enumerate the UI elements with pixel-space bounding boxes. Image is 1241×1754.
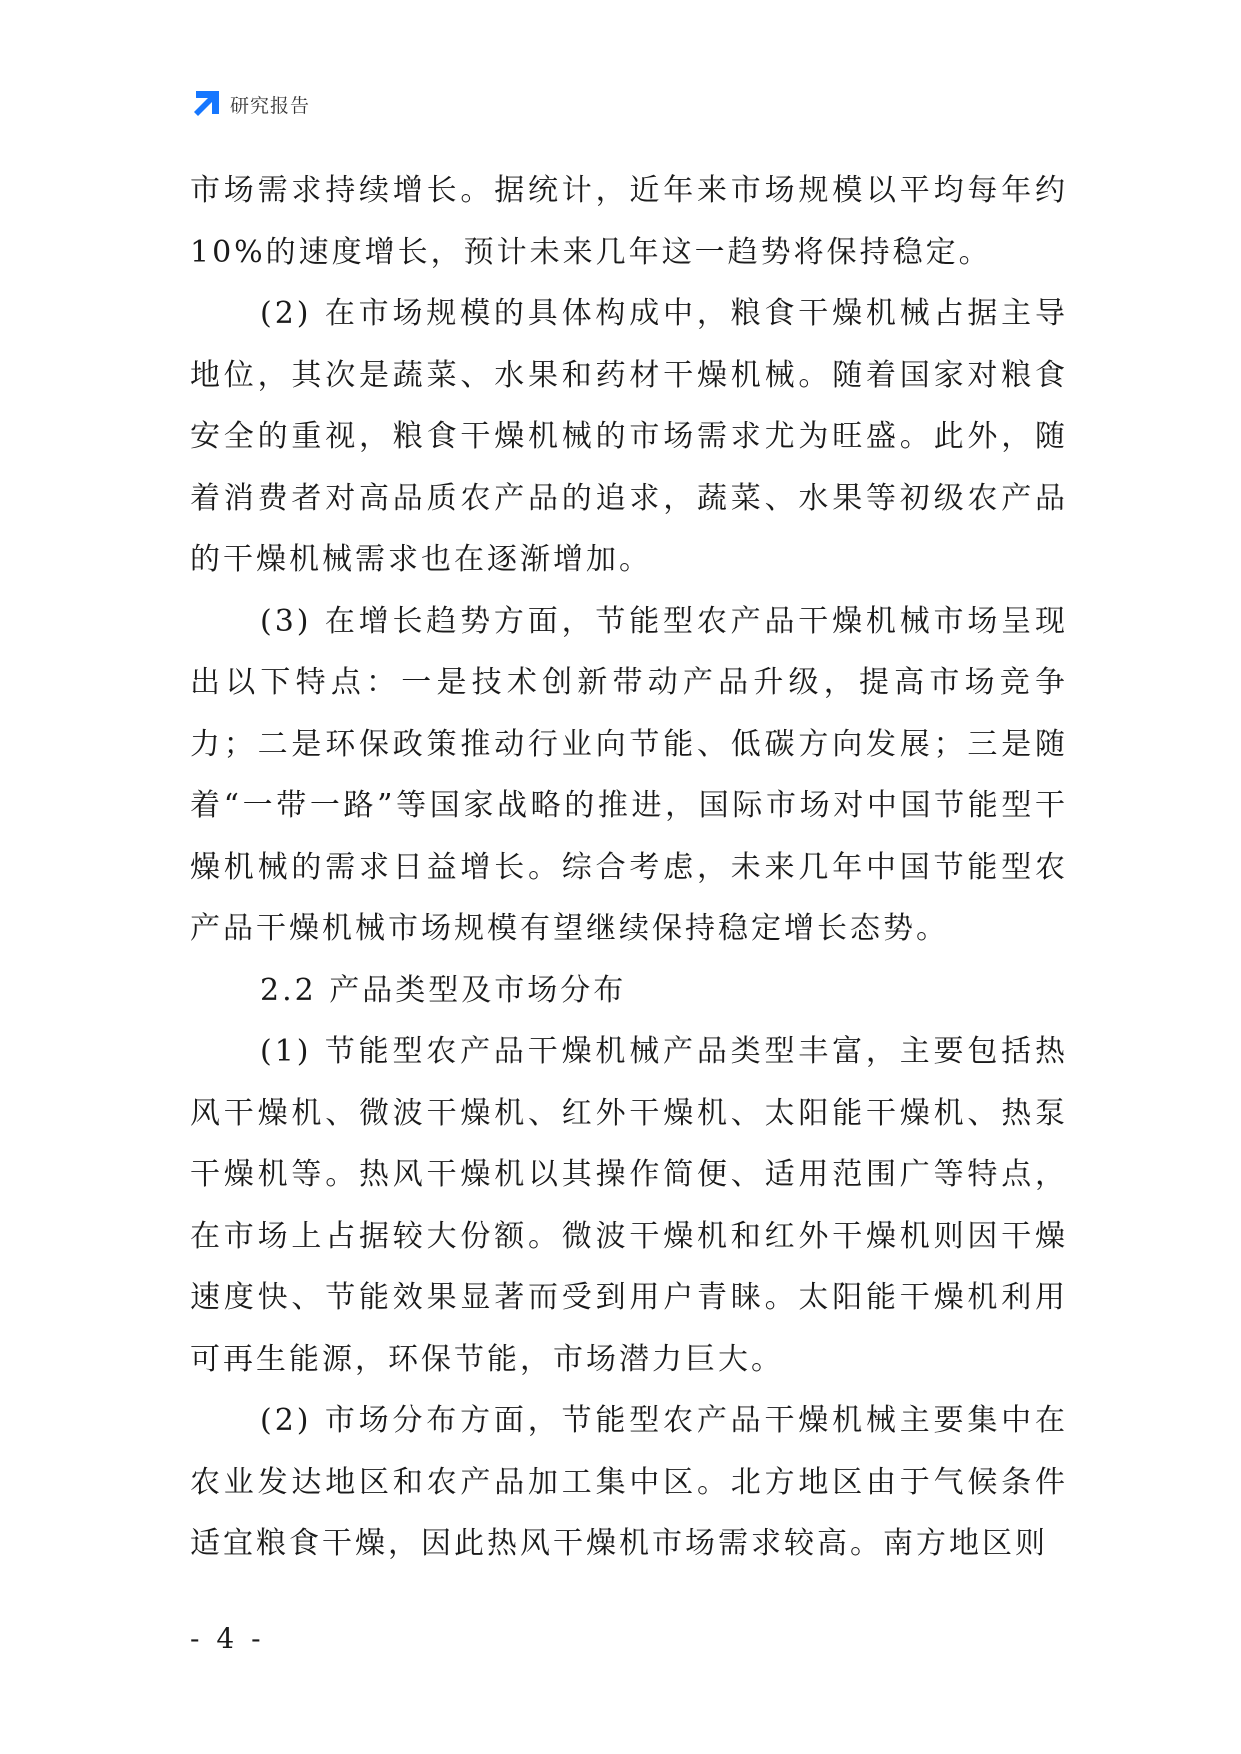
paragraph-market-distribution: (2) 市场分布方面，节能型农产品干燥机械主要集中在农业发达地区和农产品加工集中区。北方地区由于气候条件适宜粮食干燥，因此热风干燥机市场需求较高。南方地区则: [190, 1403, 1068, 1561]
report-header: [190, 88, 310, 120]
header-label: 研究报告: [230, 94, 311, 117]
paragraph-product-types: (1) 节能型农产品干燥机械产品类型丰富，主要包括热风干燥机、微波干燥机、红外干燥机、太阳能干燥机、热泵干燥机等。热风干燥机以其操作简便、适用范围广等特点，在市场上占据较大份额。微波干燥机和红外干燥机则因干燥速度快、节能效果显著而受到用户青睐。太阳能干燥机利用可再生能源，环保节能，市场潜力巨大。: [190, 1034, 1068, 1377]
paragraph-growth-trend: (3) 在增长趋势方面，节能型农产品干燥机械市场呈现出以下特点：一是技术创新带动产品升级，提高市场竞争力；二是环保政策推动行业向节能、低碳方向发展；三是随着“一带一路”等国家战略的推进，国际市场对中国节能型干燥机械的需求日益增长。综合考虑，未来几年中国节能型农产品干燥机械市场规模有望继续保持稳定增长态势。: [190, 603, 1068, 946]
section-heading: 2.2 产品类型及市场分布: [260, 972, 627, 1008]
paragraph-continuation: 市场需求持续增长。据统计，近年来市场规模以平均每年约10%的速度增长，预计未来几年这一趋势将保持稳定。: [190, 173, 1068, 270]
document-body: [190, 160, 1068, 1575]
paragraph-market-composition: (2) 在市场规模的具体构成中，粮食干燥机械占据主导地位，其次是蔬菜、水果和药材干燥机械。随着国家对粮食安全的重视，粮食干燥机械的市场需求尤为旺盛。此外，随着消费者对高品质农产品的追求，蔬菜、水果等初级农产品的干燥机械需求也在逐渐增加。: [190, 296, 1068, 577]
page-number: - 4 -: [190, 1622, 265, 1655]
arrow-up-right-icon: [190, 88, 222, 120]
